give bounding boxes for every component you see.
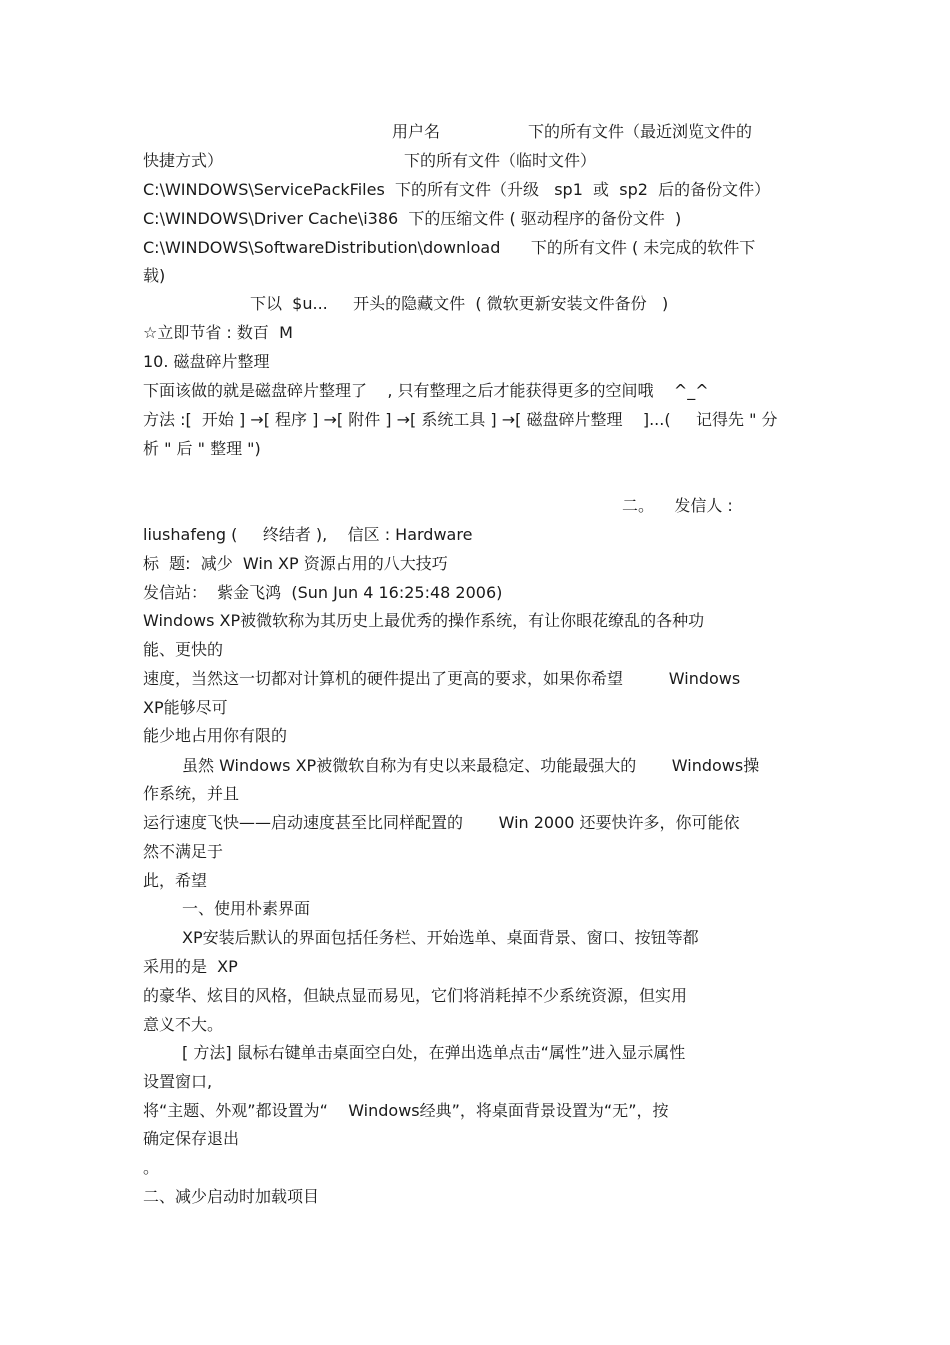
text-line: 确定保存退出 xyxy=(143,1129,240,1148)
text-line: 此，希望 xyxy=(143,871,208,890)
text-line: C:\WINDOWS\ServicePackFiles 下的所有文件（升级 sp1 或 sp2 后的备份文件） xyxy=(143,180,771,199)
text-line: 载) xyxy=(143,266,166,285)
text-line: C:\WINDOWS\SoftwareDistribution\download 下的所有文件 ( 未完成的软件下 xyxy=(143,238,756,257)
text-line: XP安装后默认的界面包括任务栏、开始选单、桌面背景、窗口、按钮等都 xyxy=(182,928,699,947)
text-line: liushafeng ( 终结者 ), 信区 : Hardware xyxy=(143,525,473,544)
text-line: 下的所有文件（临时文件） xyxy=(404,151,597,170)
text-line: 方法 :[ 开始 ] →[ 程序 ] →[ 附件 ] →[ 系统工具 ] →[ 磁盘碎片整理 ]...( 记得先 " 分 xyxy=(143,410,778,429)
section-heading: 10. 磁盘碎片整理 xyxy=(143,352,270,371)
text-line: 发信站： 紫金飞鸿 (Sun Jun 4 16:25:48 2006) xyxy=(143,583,503,602)
text-line: 作系统，并且 xyxy=(143,784,240,803)
text-line: 。 xyxy=(143,1158,160,1177)
text-line: XP能够尽可 xyxy=(143,698,228,717)
text-line: 下以 $u... 开头的隐藏文件 ( 微软更新安装文件备份 ) xyxy=(250,294,669,313)
text-line: 设置窗口, xyxy=(143,1072,213,1091)
text-line: [ 方法] 鼠标右键单击桌面空白处，在弹出选单点击“属性”进入显示属性 xyxy=(182,1043,686,1062)
text-line: 下的所有文件（最近浏览文件的 xyxy=(528,122,753,141)
text-line: 能、更快的 xyxy=(143,640,224,659)
text-line: 快捷方式） xyxy=(143,151,224,170)
text-line: ☆立即节省 : 数百 M xyxy=(143,323,293,342)
text-line: 然不满足于 xyxy=(143,842,224,861)
text-line: 运行速度飞快——启动速度甚至比同样配置的 Win 2000 还要快许多，你可能依 xyxy=(143,813,740,832)
text-line: 虽然 Windows XP被微软自称为有史以来最稳定、功能最强大的 Windows操 xyxy=(182,756,760,775)
text-line: 速度，当然这一切都对计算机的硬件提出了更高的要求，如果你希望 Windows xyxy=(143,669,741,688)
section-heading: 二、减少启动时加载项目 xyxy=(143,1187,320,1206)
text-line: 意义不大。 xyxy=(143,1015,224,1034)
text-line: C:\WINDOWS\Driver Cache\i386 下的压缩文件 ( 驱动程序的备份文件 ) xyxy=(143,209,682,228)
text-line: Windows XP被微软称为其历史上最优秀的操作系统，有让你眼花缭乱的各种功 xyxy=(143,611,705,630)
text-line: 下面该做的就是磁盘碎片整理了 , 只有整理之后才能获得更多的空间哦 ^_^ xyxy=(143,381,709,400)
text-line: 的豪华、炫目的风格，但缺点显而易见，它们将消耗掉不少系统资源，但实用 xyxy=(143,986,688,1005)
text-line: 用户名 xyxy=(392,122,441,141)
text-line: 能少地占用你有限的 xyxy=(143,726,288,745)
section-heading: 一、使用朴素界面 xyxy=(182,899,311,918)
text-line: 析 " 后 " 整理 ") xyxy=(143,439,261,458)
text-line: 将“主题、外观”都设置为“ Windows经典”，将桌面背景设置为“无”，按 xyxy=(143,1101,669,1120)
text-line: 采用的是 XP xyxy=(143,957,238,976)
text-line: 标 题: 减少 Win XP 资源占用的八大技巧 xyxy=(143,554,448,573)
text-line: 二。 发信人 : xyxy=(622,496,733,515)
